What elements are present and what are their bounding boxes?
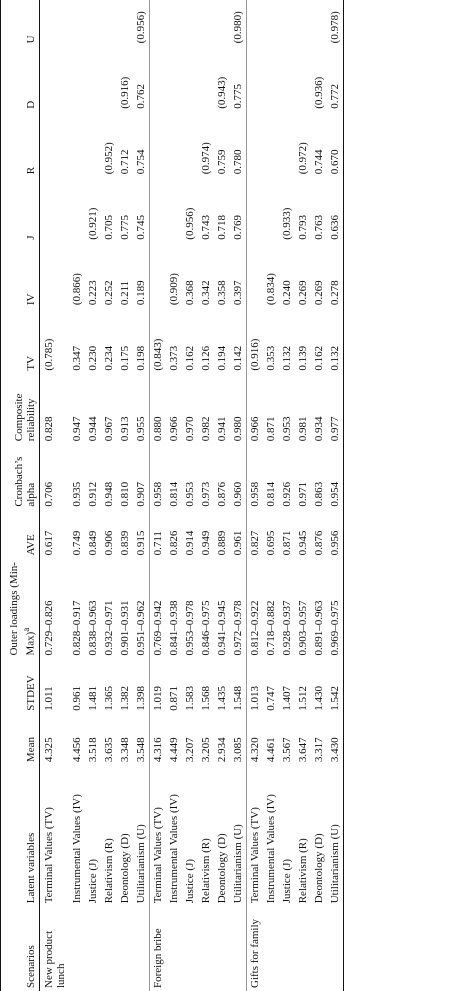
latent-variable-cell: Justice (J) [87, 858, 99, 904]
header-scenarios: Scenarios [1, 906, 40, 991]
table-row [40, 0, 70, 991]
cronbach-alpha-cell: 0.935 [71, 481, 83, 507]
latent-variable-cell: Justice (J) [281, 858, 293, 904]
table-row [247, 0, 264, 991]
composite-reliability-cell: 0.970 [184, 416, 196, 442]
iv-corr-cell: (0.909) [168, 273, 180, 306]
mean-cell: 4.449 [168, 737, 180, 763]
stdev-cell: 1.542 [327, 659, 344, 714]
j-corr-cell: (0.933) [281, 207, 293, 240]
mean-cell: 2.934 [216, 737, 228, 763]
header-j: J [1, 177, 40, 242]
stdev-cell: 0.871 [168, 685, 180, 711]
composite-reliability-cell: 0.828 [43, 416, 55, 442]
composite-reliability-cell: 0.941 [216, 416, 228, 442]
cronbach-alpha-cell: 0.948 [103, 481, 115, 507]
outer-loadings-cell: 0.718–0.882 [265, 600, 277, 656]
tv-corr-cell: 0.194 [216, 345, 228, 371]
r-corr-cell [85, 112, 101, 177]
table-row [182, 0, 198, 991]
header-iv: IV [1, 243, 40, 308]
r-corr-cell: 0.780 [232, 149, 244, 175]
tv-corr-cell: (0.843) [150, 308, 167, 373]
stdev-cell: 1.382 [119, 685, 131, 711]
mean-cell: 3.205 [200, 737, 212, 763]
j-corr-cell: 0.745 [135, 214, 147, 240]
outer-loadings-cell: 0.953–0.978 [184, 600, 196, 656]
header-outer-loadings-footnote: a [21, 627, 32, 632]
ave-cell: 0.827 [247, 510, 264, 559]
ave-cell: 0.871 [281, 530, 293, 556]
u-corr-cell [69, 0, 85, 46]
latent-variable-cell: Deontology (D) [119, 833, 131, 904]
scenario-cell [295, 906, 311, 991]
iv-corr-cell: 0.223 [87, 280, 99, 306]
mean-cell: 4.316 [150, 714, 167, 765]
r-corr-cell: (0.952) [103, 142, 115, 175]
composite-reliability-cell: 0.967 [103, 416, 115, 442]
table-row [214, 0, 230, 991]
tv-corr-cell: 0.132 [327, 308, 344, 373]
composite-reliability-cell: 0.966 [168, 416, 180, 442]
r-corr-cell [40, 112, 70, 177]
composite-reliability-cell: 0.981 [297, 416, 309, 442]
composite-reliability-cell: 0.947 [71, 416, 83, 442]
tv-corr-cell: 0.132 [281, 345, 293, 371]
mean-cell: 4.325 [43, 737, 55, 763]
outer-loadings-cell: 0.729–0.826 [43, 600, 55, 656]
d-corr-cell: 0.775 [232, 84, 244, 109]
r-corr-cell: 0.754 [135, 149, 147, 175]
stdev-cell: 1.013 [247, 659, 264, 714]
ave-cell: 0.906 [103, 530, 115, 556]
ave-cell: 0.956 [327, 510, 344, 559]
d-corr-cell: 0.772 [327, 46, 344, 111]
header-d: D [1, 46, 40, 111]
mean-cell: 3.548 [135, 737, 147, 763]
j-corr-cell: 0.705 [103, 214, 115, 240]
d-corr-cell [101, 46, 117, 111]
r-corr-cell [247, 112, 264, 177]
cronbach-alpha-cell: 0.958 [150, 444, 167, 509]
table-row [101, 0, 117, 991]
latent-variable-cell: Relativism (R) [200, 838, 212, 904]
d-corr-cell [295, 46, 311, 111]
cronbach-alpha-cell: 0.958 [247, 444, 264, 509]
latent-variable-cell: Instrumental Values (IV) [71, 794, 83, 904]
header-r: R [1, 112, 40, 177]
u-corr-cell [263, 0, 279, 46]
scenario-cell [263, 906, 279, 991]
header-outer-loadings [1, 558, 40, 658]
cronbach-alpha-cell: 0.706 [43, 481, 55, 507]
mean-cell: 4.320 [247, 714, 264, 765]
u-corr-cell [117, 0, 133, 46]
table-row [327, 0, 344, 991]
latent-variable-cell: Relativism (R) [297, 838, 309, 904]
j-corr-cell: 0.743 [200, 214, 212, 240]
stdev-cell: 1.407 [281, 685, 293, 711]
table-row [263, 0, 279, 991]
j-corr-cell: 0.775 [119, 214, 131, 240]
u-corr-cell [166, 0, 182, 46]
mean-cell: 4.456 [71, 737, 83, 763]
r-corr-cell: 0.670 [327, 112, 344, 177]
cronbach-alpha-cell: 0.926 [281, 481, 293, 507]
stdev-cell: 1.430 [313, 685, 325, 711]
iv-corr-cell: (0.866) [71, 273, 83, 306]
latent-variable-cell: Utilitarianism (U) [327, 765, 344, 906]
outer-loadings-cell: 0.901–0.931 [119, 600, 131, 656]
r-corr-cell [279, 112, 295, 177]
scenario-cell: Foreign bribe [150, 906, 167, 991]
d-corr-cell: 0.762 [135, 84, 147, 109]
outer-loadings-cell: 0.891–0.963 [313, 600, 325, 656]
scenario-cell [166, 906, 182, 991]
ave-cell: 0.876 [313, 530, 325, 556]
cronbach-alpha-cell: 0.954 [327, 444, 344, 509]
j-corr-cell: 0.793 [297, 214, 309, 240]
composite-reliability-cell: 0.953 [281, 416, 293, 442]
latent-variable-cell: Utilitarianism (U) [135, 824, 147, 904]
composite-reliability-cell: 0.982 [200, 416, 212, 442]
u-corr-cell [101, 0, 117, 46]
r-corr-cell [166, 112, 182, 177]
outer-loadings-cell: 0.812–0.922 [247, 558, 264, 658]
latent-variable-cell: Instrumental Values (IV) [168, 794, 180, 904]
r-corr-cell: (0.972) [297, 142, 309, 175]
composite-reliability-cell: 0.977 [327, 374, 344, 445]
header-u: U [1, 0, 40, 46]
tv-corr-cell: 0.198 [135, 345, 147, 371]
stdev-cell: 0.747 [265, 685, 277, 711]
table-row [230, 0, 247, 991]
composite-reliability-cell: 0.966 [247, 374, 264, 445]
outer-loadings-cell: 0.903–0.957 [297, 600, 309, 656]
cronbach-alpha-cell: 0.912 [87, 481, 99, 507]
outer-loadings-cell: 0.932–0.971 [103, 600, 115, 656]
tv-corr-cell: 0.234 [103, 345, 115, 371]
u-corr-cell [182, 0, 198, 46]
outer-loadings-cell: 0.838–0.963 [87, 600, 99, 656]
stdev-cell: 1.548 [232, 685, 244, 711]
ave-cell: 0.849 [87, 530, 99, 556]
j-corr-cell [166, 177, 182, 242]
r-corr-cell [182, 112, 198, 177]
j-corr-cell: 0.763 [313, 214, 325, 240]
table-row [311, 0, 327, 991]
j-corr-cell [150, 177, 167, 242]
outer-loadings-cell: 0.972–0.978 [232, 600, 244, 656]
composite-reliability-cell: 0.980 [232, 416, 244, 442]
cronbach-alpha-cell: 0.876 [216, 481, 228, 507]
iv-corr-cell: 0.252 [103, 280, 115, 306]
r-corr-cell [69, 112, 85, 177]
cronbach-alpha-cell: 0.814 [265, 481, 277, 507]
ave-cell: 0.617 [43, 530, 55, 556]
ave-cell: 0.961 [232, 530, 244, 556]
d-corr-cell [279, 46, 295, 111]
outer-loadings-cell: 0.828–0.917 [71, 600, 83, 656]
scenario-cell [327, 906, 344, 991]
d-corr-cell: (0.916) [119, 76, 131, 109]
scenario-cell: New product lunch [43, 930, 67, 988]
stdev-cell: 1.435 [216, 685, 228, 711]
tv-corr-cell: (0.916) [247, 308, 264, 373]
j-corr-cell [263, 177, 279, 242]
iv-corr-cell: 0.269 [313, 280, 325, 306]
tv-corr-cell: 0.347 [71, 345, 83, 371]
latent-variable-cell: Relativism (R) [103, 838, 115, 904]
mean-cell: 3.518 [87, 737, 99, 763]
r-corr-cell [263, 112, 279, 177]
iv-corr-cell: 0.211 [119, 280, 131, 306]
latent-variable-cell: Justice (J) [184, 858, 196, 904]
iv-corr-cell: 0.269 [297, 280, 309, 306]
r-corr-cell [150, 112, 167, 177]
cronbach-alpha-cell: 0.971 [297, 481, 309, 507]
ave-cell: 0.711 [150, 510, 167, 559]
iv-corr-cell: 0.240 [281, 280, 293, 306]
u-corr-cell [279, 0, 295, 46]
u-corr-cell [311, 0, 327, 46]
scenario-cell [182, 906, 198, 991]
table-row [150, 0, 167, 991]
ave-cell: 0.839 [119, 530, 131, 556]
r-corr-cell: (0.974) [200, 142, 212, 175]
table-row [295, 0, 311, 991]
cronbach-alpha-cell: 0.960 [232, 481, 244, 507]
ave-cell: 0.949 [200, 530, 212, 556]
mean-cell: 3.348 [119, 737, 131, 763]
iv-corr-cell: 0.342 [200, 280, 212, 306]
d-corr-cell [263, 46, 279, 111]
d-corr-cell [40, 46, 70, 111]
table-row [279, 0, 295, 991]
table-row [198, 0, 214, 991]
header-cronbach-alpha: Cronbach’s alpha [1, 444, 40, 509]
stdev-cell: 1.398 [135, 685, 147, 711]
d-corr-cell [198, 46, 214, 111]
u-corr-cell [198, 0, 214, 46]
cronbach-alpha-cell: 0.907 [135, 481, 147, 507]
outer-loadings-cell: 0.941–0.945 [216, 600, 228, 656]
stdev-cell: 1.512 [297, 685, 309, 711]
tv-corr-cell: 0.373 [168, 345, 180, 371]
d-corr-cell [85, 46, 101, 111]
u-corr-cell: (0.980) [232, 11, 244, 44]
ave-cell: 0.889 [216, 530, 228, 556]
outer-loadings-cell: 0.841–0.938 [168, 600, 180, 656]
d-corr-cell [166, 46, 182, 111]
j-corr-cell: 0.718 [216, 214, 228, 240]
composite-reliability-cell: 0.880 [150, 374, 167, 445]
composite-reliability-cell: 0.955 [135, 416, 147, 442]
u-corr-cell: (0.978) [327, 0, 344, 46]
header-stdev: STDEV [1, 659, 40, 714]
mean-cell: 3.647 [297, 737, 309, 763]
stdev-cell: 1.583 [184, 685, 196, 711]
j-corr-cell: 0.636 [327, 177, 344, 242]
header-mean: Mean [1, 714, 40, 765]
table-row [85, 0, 101, 991]
outer-loadings-cell: 0.846–0.975 [200, 600, 212, 656]
r-corr-cell: 0.712 [119, 149, 131, 175]
r-corr-cell: 0.759 [216, 149, 228, 175]
latent-variable-cell: Terminal Values (TV) [247, 765, 264, 906]
outer-loadings-cell: 0.951–0.962 [135, 600, 147, 656]
scenario-cell [117, 906, 133, 991]
table-row [117, 0, 133, 991]
iv-corr-cell: 0.189 [135, 280, 147, 306]
iv-corr-cell: 0.278 [327, 243, 344, 308]
tv-corr-cell: 0.142 [232, 345, 244, 371]
latent-variable-cell: Deontology (D) [313, 833, 325, 904]
d-corr-cell [182, 46, 198, 111]
mean-cell: 3.085 [232, 737, 244, 763]
j-corr-cell [69, 177, 85, 242]
iv-corr-cell: 0.397 [232, 280, 244, 306]
cronbach-alpha-cell: 0.810 [119, 481, 131, 507]
iv-corr-cell: 0.358 [216, 280, 228, 306]
mean-cell: 3.635 [103, 737, 115, 763]
outer-loadings-cell: 0.969–0.975 [327, 558, 344, 658]
mean-cell: 3.567 [281, 737, 293, 763]
stdev-cell: 1.019 [150, 659, 167, 714]
d-corr-cell: (0.943) [216, 76, 228, 109]
header-outer-loadings-text: Outer loadings (Min-Max) [8, 562, 37, 656]
mean-cell: 4.461 [265, 737, 277, 763]
scenario-cell [311, 906, 327, 991]
outer-loadings-cell: 0.928–0.937 [281, 600, 293, 656]
tv-corr-cell: 0.175 [119, 345, 131, 371]
header-tv: TV [1, 308, 40, 373]
ave-cell: 0.695 [265, 530, 277, 556]
scenario-cell [279, 906, 295, 991]
mean-cell: 3.317 [313, 737, 325, 763]
tv-corr-cell: 0.353 [265, 345, 277, 371]
composite-reliability-cell: 0.934 [313, 416, 325, 442]
d-corr-cell [69, 46, 85, 111]
d-corr-cell: (0.936) [313, 76, 325, 109]
ave-cell: 0.914 [184, 530, 196, 556]
r-corr-cell: 0.744 [313, 149, 325, 175]
u-corr-cell [247, 0, 264, 46]
iv-corr-cell: 0.368 [184, 280, 196, 306]
iv-corr-cell [40, 243, 70, 308]
latent-variable-cell: Utilitarianism (U) [232, 824, 244, 904]
scenario-cell [198, 906, 214, 991]
stdev-cell: 1.365 [103, 685, 115, 711]
ave-cell: 0.749 [71, 530, 83, 556]
scenario-cell [85, 906, 101, 991]
u-corr-cell: (0.956) [135, 11, 147, 44]
table-row [166, 0, 182, 991]
scenario-cell [230, 906, 247, 991]
cronbach-alpha-cell: 0.973 [200, 481, 212, 507]
stdev-cell: 0.961 [71, 685, 83, 711]
u-corr-cell [214, 0, 230, 46]
scenario-cell [214, 906, 230, 991]
j-corr-cell [247, 177, 264, 242]
tv-corr-cell: 0.162 [313, 345, 325, 371]
table-row [69, 0, 85, 991]
ave-cell: 0.945 [297, 530, 309, 556]
tv-corr-cell: (0.785) [43, 338, 55, 371]
j-corr-cell: (0.921) [87, 207, 99, 240]
tv-corr-cell: 0.162 [184, 345, 196, 371]
u-corr-cell [40, 0, 70, 46]
tv-corr-cell: 0.126 [200, 345, 212, 371]
composite-reliability-cell: 0.944 [87, 416, 99, 442]
u-corr-cell [150, 0, 167, 46]
u-corr-cell [85, 0, 101, 46]
header-latent-variables: Latent variables [1, 765, 40, 906]
table-body [40, 0, 344, 991]
scenario-cell [101, 906, 117, 991]
cronbach-alpha-cell: 0.953 [184, 481, 196, 507]
iv-corr-cell [150, 243, 167, 308]
mean-cell: 3.207 [184, 737, 196, 763]
scenario-cell: Gifts for family [247, 906, 264, 991]
cronbach-alpha-cell: 0.814 [168, 481, 180, 507]
scenario-cell [133, 906, 150, 991]
iv-corr-cell: (0.834) [265, 273, 277, 306]
composite-reliability-cell: 0.871 [265, 416, 277, 442]
stdev-cell: 1.568 [200, 685, 212, 711]
tv-corr-cell: 0.230 [87, 345, 99, 371]
latent-variable-cell: Terminal Values (TV) [150, 765, 167, 906]
table-row [133, 0, 150, 991]
ave-cell: 0.915 [135, 530, 147, 556]
d-corr-cell [150, 46, 167, 111]
latent-variable-cell: Deontology (D) [216, 833, 228, 904]
iv-corr-cell [247, 243, 264, 308]
d-corr-cell [247, 46, 264, 111]
latent-variable-cell: Terminal Values (TV) [43, 807, 55, 904]
scenario-cell [69, 906, 85, 991]
header-row [1, 0, 40, 991]
j-corr-cell: (0.956) [184, 207, 196, 240]
j-corr-cell: 0.769 [232, 214, 244, 240]
ave-cell: 0.826 [168, 530, 180, 556]
mean-cell: 3.430 [327, 714, 344, 765]
latent-variable-cell: Instrumental Values (IV) [265, 794, 277, 904]
header-ave: AVE [1, 510, 40, 559]
tv-corr-cell: 0.139 [297, 345, 309, 371]
u-corr-cell [295, 0, 311, 46]
stdev-cell: 1.481 [87, 685, 99, 711]
stdev-cell: 1.011 [43, 686, 55, 711]
j-corr-cell [40, 177, 70, 242]
header-composite-reliability: Composite reliability [1, 374, 40, 445]
cronbach-alpha-cell: 0.863 [313, 481, 325, 507]
outer-loadings-cell: 0.769–0.942 [150, 558, 167, 658]
composite-reliability-cell: 0.913 [119, 416, 131, 442]
